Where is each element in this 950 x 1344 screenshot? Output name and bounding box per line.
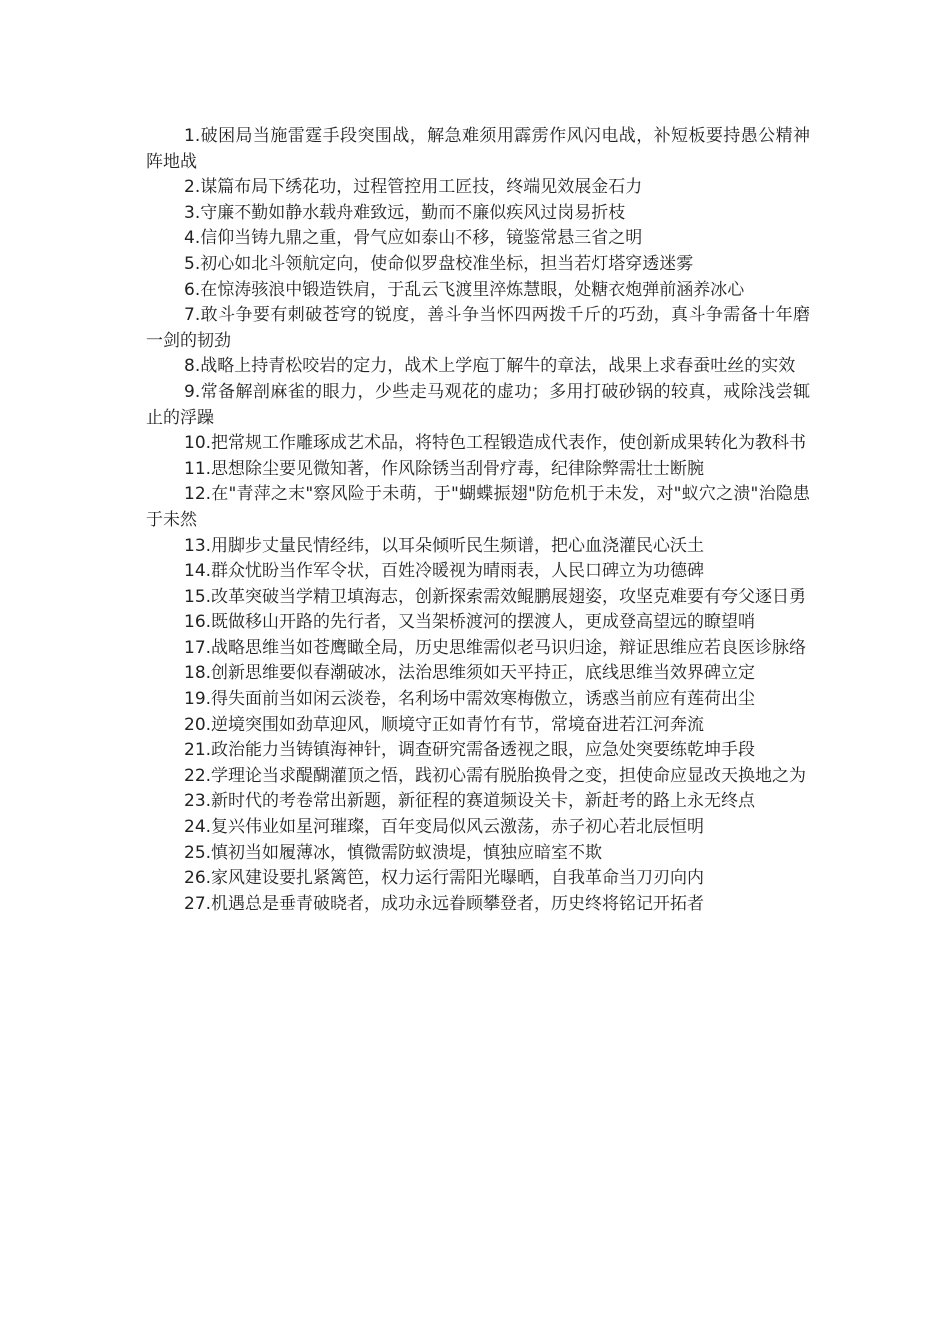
paragraph-15: 15.改革突破当学精卫填海志，创新探索需效鲲鹏展翅姿，攻坚克难要有夸父逐日勇 — [184, 586, 807, 607]
paragraph-8: 8.战略上持青松咬岩的定力，战术上学庖丁解牛的章法，战果上求春蚕吐丝的实效 — [184, 356, 796, 377]
document-body — [146, 124, 810, 917]
paragraph-22: 22.学理论当求醍醐灌顶之悟，践初心需有脱胎换骨之变，担使命应显改天换地之为 — [184, 765, 807, 786]
paragraph-5: 5.初心如北斗领航定向，使命似罗盘校准坐标，担当若灯塔穿透迷雾 — [184, 253, 694, 274]
paragraph-7: 7.敢斗争要有刺破苍穹的锐度，善斗争当怀四两拨千斤的巧劲，真斗争需备十年磨一剑的韧劲 — [146, 305, 810, 351]
paragraph-16: 16.既做移山开路的先行者，又当架桥渡河的摆渡人，更成登高望远的瞭望哨 — [184, 612, 756, 633]
paragraph-24: 24.复兴伟业如星河璀璨，百年变局似风云激荡，赤子初心若北辰恒明 — [184, 817, 705, 838]
paragraph-26: 26.家风建设要扎紧篱笆，权力运行需阳光曝晒，自我革命当刀刃向内 — [184, 868, 705, 889]
paragraph-20: 20.逆境突围如劲草迎风，顺境守正如青竹有节，常境奋进若江河奔流 — [184, 714, 705, 735]
paragraph-17: 17.战略思维当如苍鹰瞰全局，历史思维需似老马识归途，辩证思维应若良医诊脉络 — [184, 637, 807, 658]
paragraph-23: 23.新时代的考卷常出新题，新征程的赛道频设关卡，新赶考的路上永无终点 — [184, 791, 756, 812]
paragraph-6: 6.在惊涛骇浪中锻造铁肩，于乱云飞渡里淬炼慧眼，处糖衣炮弹前涵养冰心 — [184, 279, 745, 300]
paragraph-21: 21.政治能力当铸镇海神针，调查研究需备透视之眼，应急处突要练乾坤手段 — [184, 740, 756, 761]
paragraph-3: 3.守廉不勤如静水载舟难致远，勤而不廉似疾风过岗易折枝 — [184, 202, 626, 223]
paragraph-12: 12.在"青萍之末"察风险于未萌，于"蝴蝶振翅"防危机于未发，对"蚁穴之溃"治隐患于未然 — [146, 484, 810, 530]
paragraph-11: 11.思想除尘要见微知著，作风除锈当刮骨疗毒，纪律除弊需壮士断腕 — [184, 458, 705, 479]
paragraph-4: 4.信仰当铸九鼎之重，骨气应如泰山不移，镜鉴常悬三省之明 — [184, 228, 643, 249]
paragraph-27: 27.机遇总是垂青破晓者，成功永远眷顾攀登者，历史终将铭记开拓者 — [184, 893, 705, 914]
paragraph-19: 19.得失面前当如闲云淡卷，名利场中需效寒梅傲立，诱惑当前应有莲荷出尘 — [184, 689, 756, 710]
paragraph-1: 1.破困局当施雷霆手段突围战，解急难须用霹雳作风闪电战，补短板要持愚公精神阵地战 — [146, 126, 810, 172]
paragraph-2: 2.谋篇布局下绣花功，过程管控用工匠技，终端见效展金石力 — [184, 177, 643, 198]
paragraph-18: 18.创新思维要似春潮破冰，法治思维须如天平持正，底线思维当效界碑立定 — [184, 663, 756, 684]
paragraph-10: 10.把常规工作雕琢成艺术品，将特色工程锻造成代表作，使创新成果转化为教科书 — [184, 433, 807, 454]
paragraph-25: 25.慎初当如履薄冰，慎微需防蚁溃堤，慎独应暗室不欺 — [184, 842, 603, 863]
paragraph-9: 9.常备解剖麻雀的眼力，少些走马观花的虚功；多用打破砂锅的较真，戒除浅尝辄止的浮躁 — [146, 381, 810, 428]
paragraph-13: 13.用脚步丈量民情经纬，以耳朵倾听民生频谱，把心血浇灌民心沃土 — [184, 535, 705, 556]
paragraph-14: 14.群众忧盼当作军令状，百姓冷暖视为晴雨表，人民口碑立为功德碑 — [184, 561, 705, 582]
